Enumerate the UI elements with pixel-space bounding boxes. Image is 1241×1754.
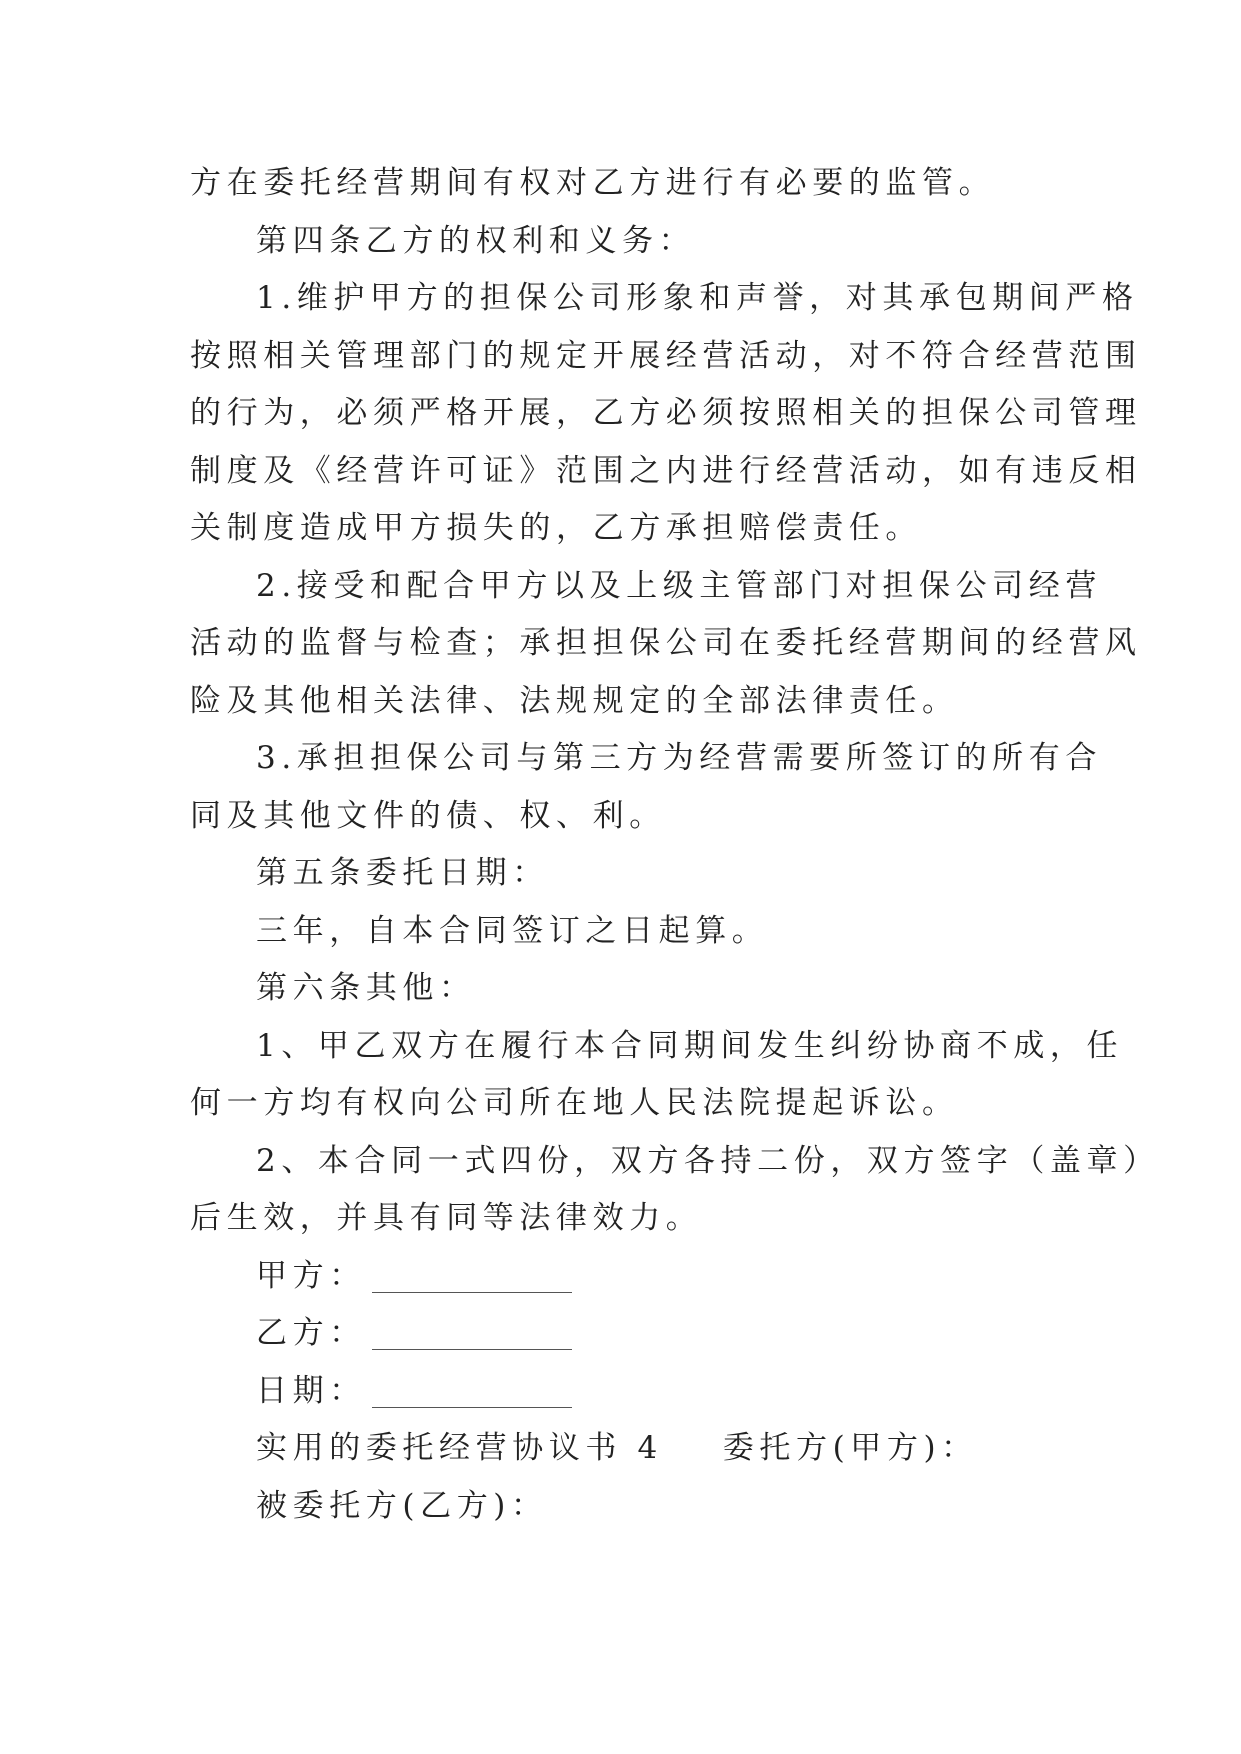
body-line: 按照相关管理部门的规定开展经营活动，对不符合经营范围	[190, 337, 1142, 374]
body-line: 1、甲乙双方在履行本合同期间发生纠纷协商不成，任	[256, 1027, 1124, 1064]
document-body	[190, 155, 1160, 1535]
body-line: 2、本合同一式四份，双方各持二份，双方签字（盖章）	[256, 1142, 1160, 1179]
body-line: 1.维护甲方的担保公司形象和声誉，对其承包期间严格	[256, 280, 1139, 316]
body-line: 2.接受和配合甲方以及上级主管部门对担保公司经营	[256, 567, 1102, 604]
party-b-label: 乙方：	[256, 1315, 366, 1351]
article-heading: 第六条其他：	[256, 970, 476, 1006]
date-blank	[372, 1377, 572, 1408]
entrusted-party-line: 被委托方(乙方)：	[256, 1487, 548, 1524]
signature-party-a	[190, 1248, 1050, 1306]
body-line: 同及其他文件的债、权、利。	[190, 797, 666, 834]
party-b-signature-blank	[372, 1319, 572, 1350]
body-line: 后生效，并具有同等法律效力。	[190, 1200, 703, 1236]
entrusting-party-label: 委托方(甲方)：	[722, 1430, 978, 1466]
date-label: 日期：	[256, 1372, 366, 1409]
signature-date	[190, 1363, 1050, 1421]
body-line: 关制度造成甲方损失的，乙方承担赔偿责任。	[190, 510, 922, 546]
article-heading: 第五条委托日期：	[256, 855, 549, 891]
body-line: 何一方均有权向公司所在地人民法院提起诉讼。	[190, 1085, 959, 1121]
body-line: 三年，自本合同签订之日起算。	[256, 912, 769, 949]
next-section-title: 实用的委托经营协议书 4	[256, 1430, 663, 1466]
body-line: 的行为，必须严格开展，乙方必须按照相关的担保公司管理	[190, 395, 1142, 431]
body-line: 险及其他相关法律、法规规定的全部法律责任。	[190, 682, 959, 719]
body-line: 活动的监督与检查；承担担保公司在委托经营期间的经营风	[190, 625, 1142, 661]
party-a-label: 甲方：	[256, 1257, 366, 1294]
signature-party-b	[190, 1305, 1050, 1363]
body-line: 方在委托经营期间有权对乙方进行有必要的监管。	[190, 165, 996, 201]
next-section-heading	[190, 1420, 1050, 1478]
party-a-signature-blank	[372, 1262, 572, 1293]
body-line: 制度及《经营许可证》范围之内进行经营活动，如有违反相	[190, 452, 1142, 489]
article-heading: 第四条乙方的权利和义务：	[256, 222, 696, 259]
body-line: 3.承担担保公司与第三方为经营需要所签订的所有合	[256, 740, 1102, 776]
